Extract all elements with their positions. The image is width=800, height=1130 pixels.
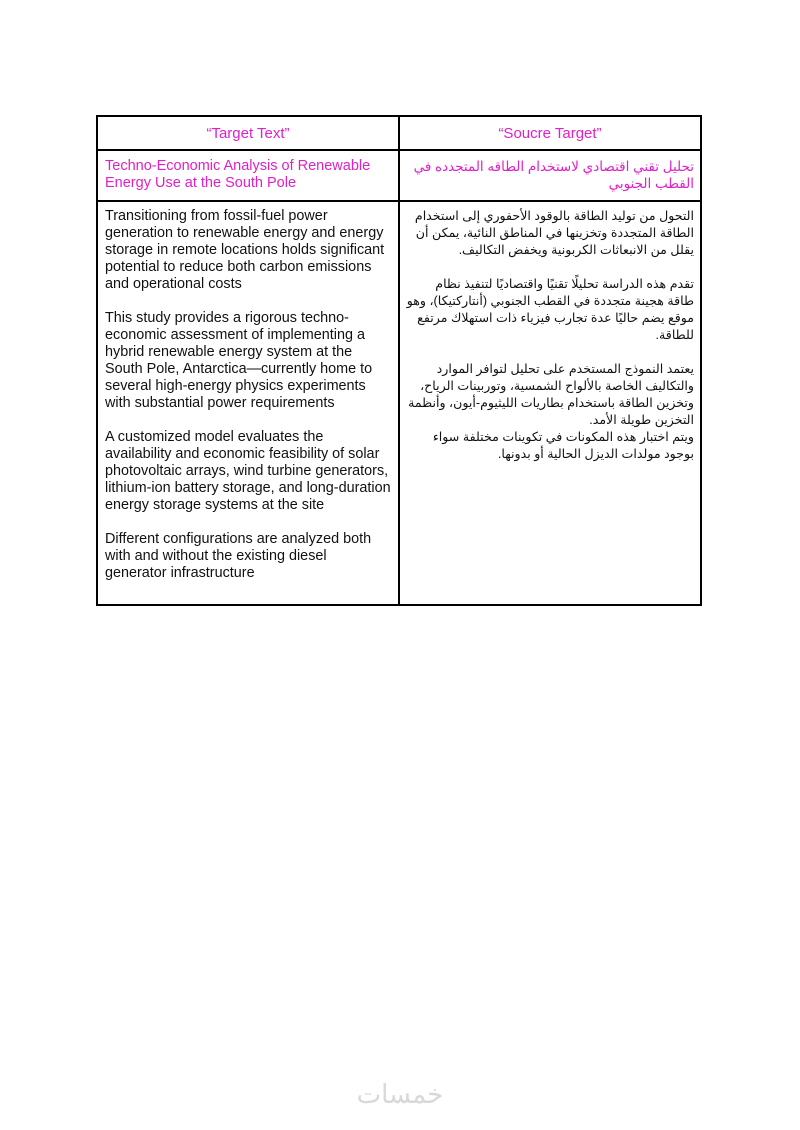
watermark-logo: خمسات: [356, 1080, 444, 1110]
title-row: [97, 150, 701, 201]
paragraph-en-1: Transitioning from fossil-fuel power generation to renewable energy and energy storage in remote locations holds significant potential to reduce both carbon emissions and operational costs: [105, 208, 385, 292]
title-english: Techno-Economic Analysis of Renewable Energy Use at the South Pole: [97, 150, 399, 201]
body-row: [97, 201, 701, 605]
body-arabic: [399, 201, 701, 605]
paragraph-ar-4: ويتم اختبار هذه المكونات في تكوينات مختلفة سواء بوجود مولدات الديزل الحالية أو بدونها.: [432, 430, 694, 461]
translation-table: [96, 115, 702, 606]
header-source-target: “Soucre Target”: [399, 116, 701, 150]
title-arabic: تحليل تقني اقتصادي لاستخدام الطاقه المتجدده في القطب الجنوبي: [399, 150, 701, 201]
paragraph-ar-2: تقدم هذه الدراسة تحليلًا تقنيًا واقتصاديًا لتنفيذ نظام طاقة هجينة متجددة في القطب الجنوبي (أنتاركتيكا)، وهو موقع يضم حاليًا عدة تجارب فيزياء ذات استهلاك مرتفع للطاقة.: [406, 277, 694, 342]
paragraph-en-3: A customized model evaluates the availability and economic feasibility of solar photovoltaic arrays, wind turbine generators, lithium-ion battery storage, and long-duration energy storage systems at the site: [105, 429, 391, 513]
paragraph-en-2: This study provides a rigorous techno-economic assessment of implementing a hybrid renewable energy system at the South Pole, Antarctica—currently home to several high-energy physics experiments with substantial power requirements: [105, 310, 373, 411]
paragraph-ar-3: يعتمد النموذج المستخدم على تحليل لتوافر الموارد والتكاليف الخاصة بالألواح الشمسية، وتوربينات الرياح، وتخزين الطاقة باستخدام بطاريات الليثيوم-أيون، وأنظمة التخزين طويلة الأمد.: [408, 362, 694, 427]
header-row: [97, 116, 701, 150]
paragraph-ar-1: التحول من توليد الطاقة بالوقود الأحفوري إلى استخدام الطاقة المتجددة وتخزينها في المناطق النائية، يمكن أن يقلل من الانبعاثات الكربونية ويخفض التكاليف.: [414, 209, 694, 257]
header-target-text: “Target Text”: [97, 116, 399, 150]
paragraph-en-4: Different configurations are analyzed both with and without the existing diesel generator infrastructure: [105, 531, 372, 581]
body-english: [97, 201, 399, 605]
